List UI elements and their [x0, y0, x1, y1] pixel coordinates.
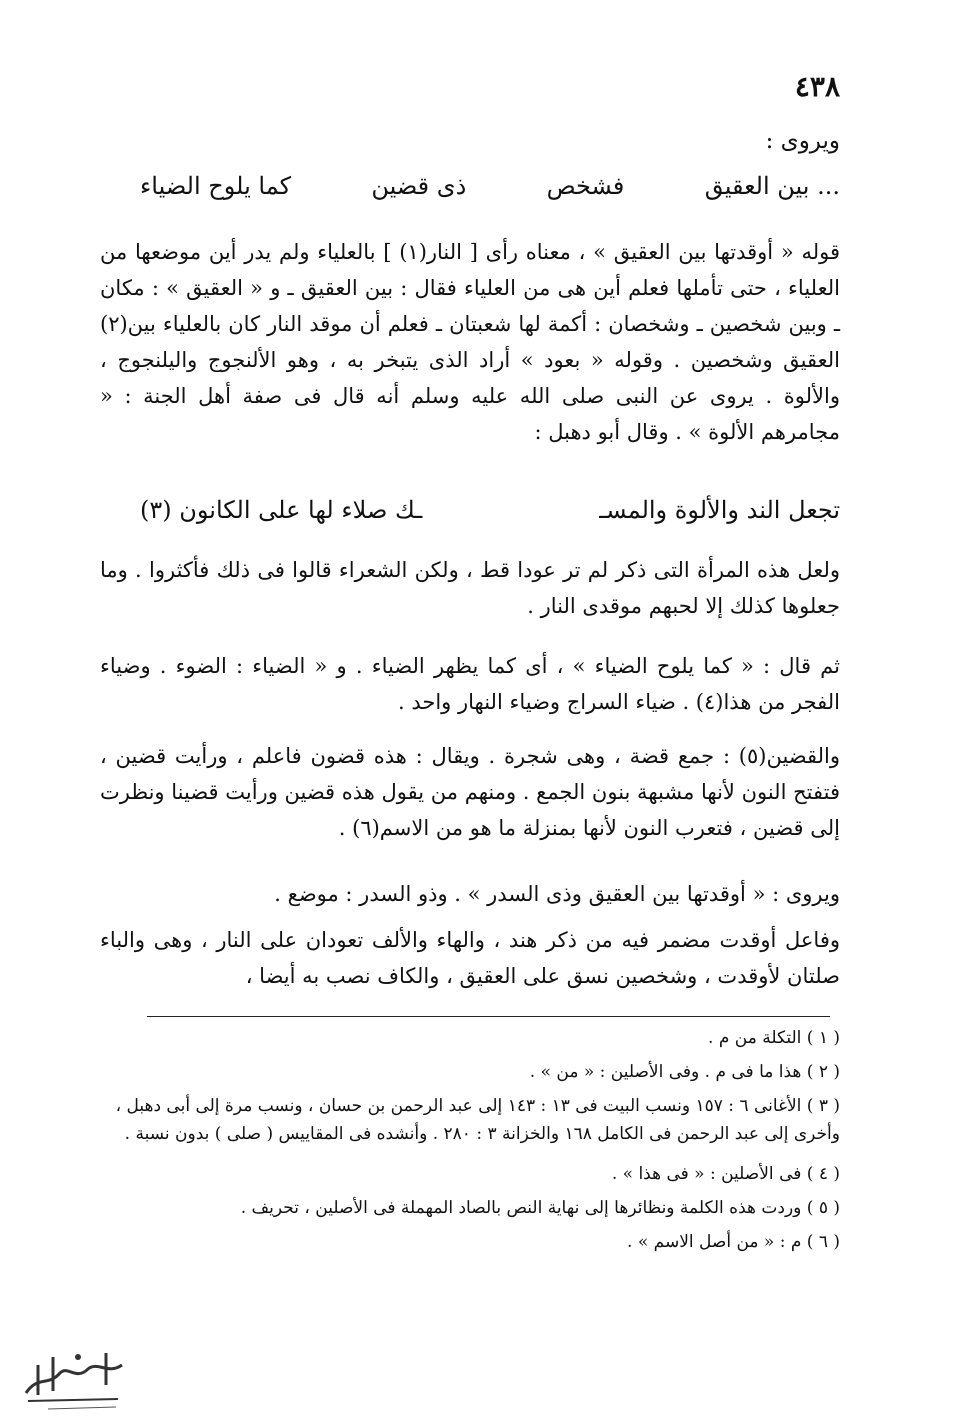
footnote: ( ٢ ) هذا ما فى م . وفى الأصلين : « من » . [529, 1062, 840, 1082]
watermark-logo [18, 1335, 133, 1415]
commentary-paragraph: وفاعل أوقدت مضمر فيه من ذكر هند ، والهاء والألف تعودان على النار ، وهى والباء صلتان لأوقدت ، وشخصين نسق على العقيق ، والكاف نصب به أيضا ، [100, 928, 840, 988]
footnote: ( ٤ ) فى الأصلين : « فى هذا » . [611, 1164, 840, 1184]
footnote: ( ١ ) التكلة من م . [708, 1028, 840, 1048]
verse-hemistich-2b: كما يلوح الضياء [140, 172, 292, 200]
footnote: ( ٥ ) وردت هذه الكلمة ونظائرها إلى نهاية النص بالصاد المهملة فى الأصلين ، تحريف . [240, 1198, 840, 1218]
commentary-paragraph: ويروى : « أوقدتها بين العقيق وذى السدر » . وذو السدر : موضع . [274, 882, 840, 906]
verse-hemistich-1b: فشخص [546, 172, 625, 200]
commentary-paragraph: قوله « أوقدتها بين العقيق » ، معناه رأى [ النار(١) ] بالعلياء ولم يدر أين موضعها من العلياء ، حتى تأملها فعلم أين هى من العلياء فقال : بين العقيق ـ و « العقيق » : مكان ـ وبين شخصين ـ وشخصان : أكمة لها شعبتان ـ فعلم أن موقد النار كان بالعلياء بين(٢) العقيق وشخصين . وقوله « بعود » أراد الذى يتبخر به ، وهو الألنجوج واليلنجوج ، والألوة . يروى عن النبى صلى الله عليه وسلم أنه قال فى صفة أهل الجنة : « مجامرهم الألوة » . وقال أبو دهبل : [100, 240, 841, 444]
quoted-verse [140, 496, 840, 524]
footnote: ( ٣ ) الأغانى ٦ : ١٥٧ ونسب البيت فى ١٣ : ١٤٣ إلى عبد الرحمن بن حسان ، ونسب مرة إلى أبى دهبل ، وأخرى إلى عبد الرحمن فى الكامل ١٦٨ والخزانة ٣ : ٢٨٠ . وأنشده فى المقاييس ( صلى ) بدون نسبة . [115, 1096, 840, 1144]
quoted-verse-part-1: تجعل الند والألوة والمسـ [599, 496, 840, 524]
commentary-paragraph: ثم قال : « كما يلوح الضياء » ، أى كما يظهر الضياء . و « الضياء : الضوء . وضياء الفجر من هذا(٤) . ضياء السراج وضياء النهار واحد . [100, 654, 840, 714]
commentary-paragraph: والقضين(٥) : جمع قضة ، وهى شجرة . ويقال : هذه قضون فاعلم ، ورأيت قضين ، فتفتح النون لأنها مشبهة بنون الجمع . ومنهم من يقول هذه قضين ورأيت قضينا ونظرت إلى قضين ، فتعرب النون لأنها بمنزلة ما هو من الاسم(٦) . [100, 744, 840, 840]
verse-hemistich-2a: ذى قضين [371, 172, 467, 200]
page-number: ٤٣٨ [794, 70, 840, 103]
verse-line [140, 172, 840, 200]
footnote-divider [147, 1016, 830, 1017]
quoted-verse-part-2: ـك صلاء لها على الكانون (٣) [140, 496, 423, 524]
verse-intro: ويروى : [765, 128, 840, 154]
footnote: ( ٦ ) م : « من أصل الاسم » . [627, 1232, 840, 1252]
verse-hemistich-1a: ... بين العقيق [704, 172, 840, 200]
commentary-paragraph: ولعل هذه المرأة التى ذكر لم تر عودا قط ، ولكن الشعراء قالوا فى ذلك فأكثروا . وما جعلوها كذلك إلا لحبهم موقدى النار . [100, 558, 840, 618]
